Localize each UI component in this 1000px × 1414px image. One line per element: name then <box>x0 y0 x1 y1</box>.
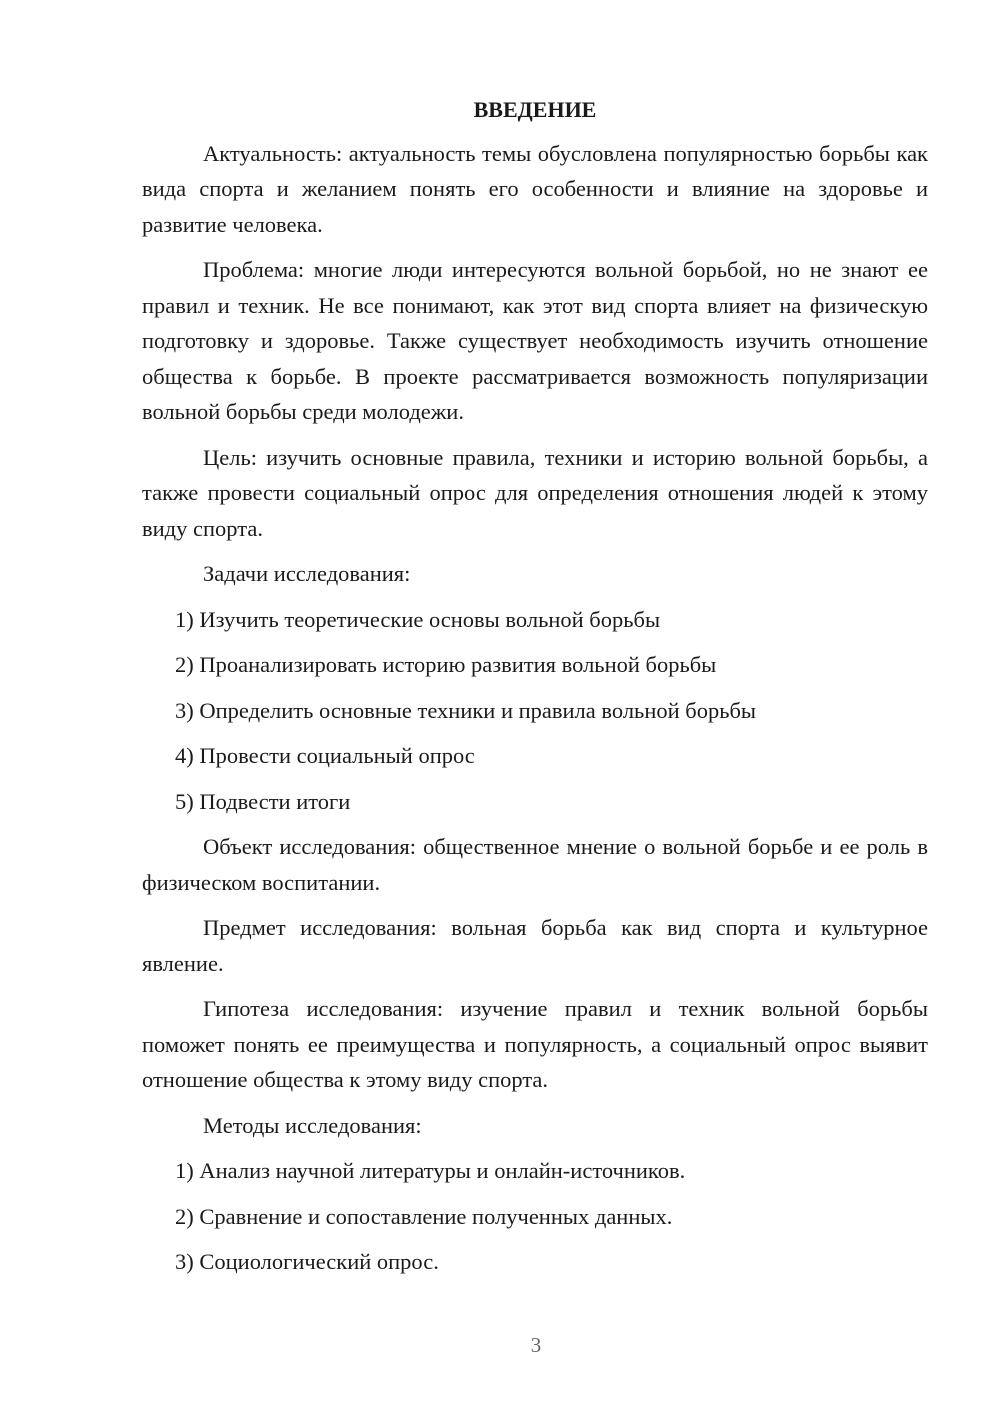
page-number: 3 <box>530 1333 542 1357</box>
hypothesis-paragraph: Гипотеза исследования: изучение правил и техник вольной борьбы поможет понять ее преимущества и популярность, а социальный опрос выявит отношение общества к этому виду спорта. <box>142 996 928 1092</box>
methods-list <box>142 1153 928 1280</box>
list-item: 1) Изучить теоретические основы вольной борьбы <box>175 606 661 632</box>
section-title: ВВЕДЕНИЕ <box>473 97 597 122</box>
document-page <box>142 92 928 1290</box>
methods-heading: Методы исследования: <box>203 1112 422 1138</box>
list-item: 2) Сравнение и сопоставление полученных данных. <box>175 1203 673 1229</box>
goal-paragraph: Цель: изучить основные правила, техники и историю вольной борьбы, а также провести социальный опрос для определения отношения людей к этому виду спорта. <box>142 444 928 541</box>
list-item: 3) Социологический опрос. <box>175 1249 439 1274</box>
relevance-paragraph: Актуальность: актуальность темы обусловлена популярностью борьбы как вида спорта и желанием понять его особенности и влияние на здоровье и развитие человека. <box>142 140 928 237</box>
tasks-heading: Задачи исследования: <box>203 561 411 586</box>
list-item: 4) Провести социальный опрос <box>175 743 475 768</box>
problem-paragraph: Проблема: многие люди интересуются вольной борьбой, но не знают ее правил и техник. Не все понимают, как этот вид спорта влияет на физическую подготовку и здоровье. Также существует необходимость изучить отношение общества к борьбе. В проекте рассматривается возможность популяризации вольной борьбы среди молодежи. <box>142 257 928 424</box>
tasks-list <box>142 602 928 820</box>
object-paragraph: Объект исследования: общественное мнение о вольной борьбе и ее роль в физическом воспитании. <box>142 834 928 895</box>
subject-paragraph: Предмет исследования: вольная борьба как вид спорта и культурное явление. <box>142 915 928 976</box>
list-item: 5) Подвести итоги <box>175 788 351 814</box>
list-item: 3) Определить основные техники и правила вольной борьбы <box>175 697 757 723</box>
list-item: 1) Анализ научной литературы и онлайн-источников. <box>175 1158 686 1183</box>
list-item: 2) Проанализировать историю развития вольной борьбы <box>175 652 717 677</box>
